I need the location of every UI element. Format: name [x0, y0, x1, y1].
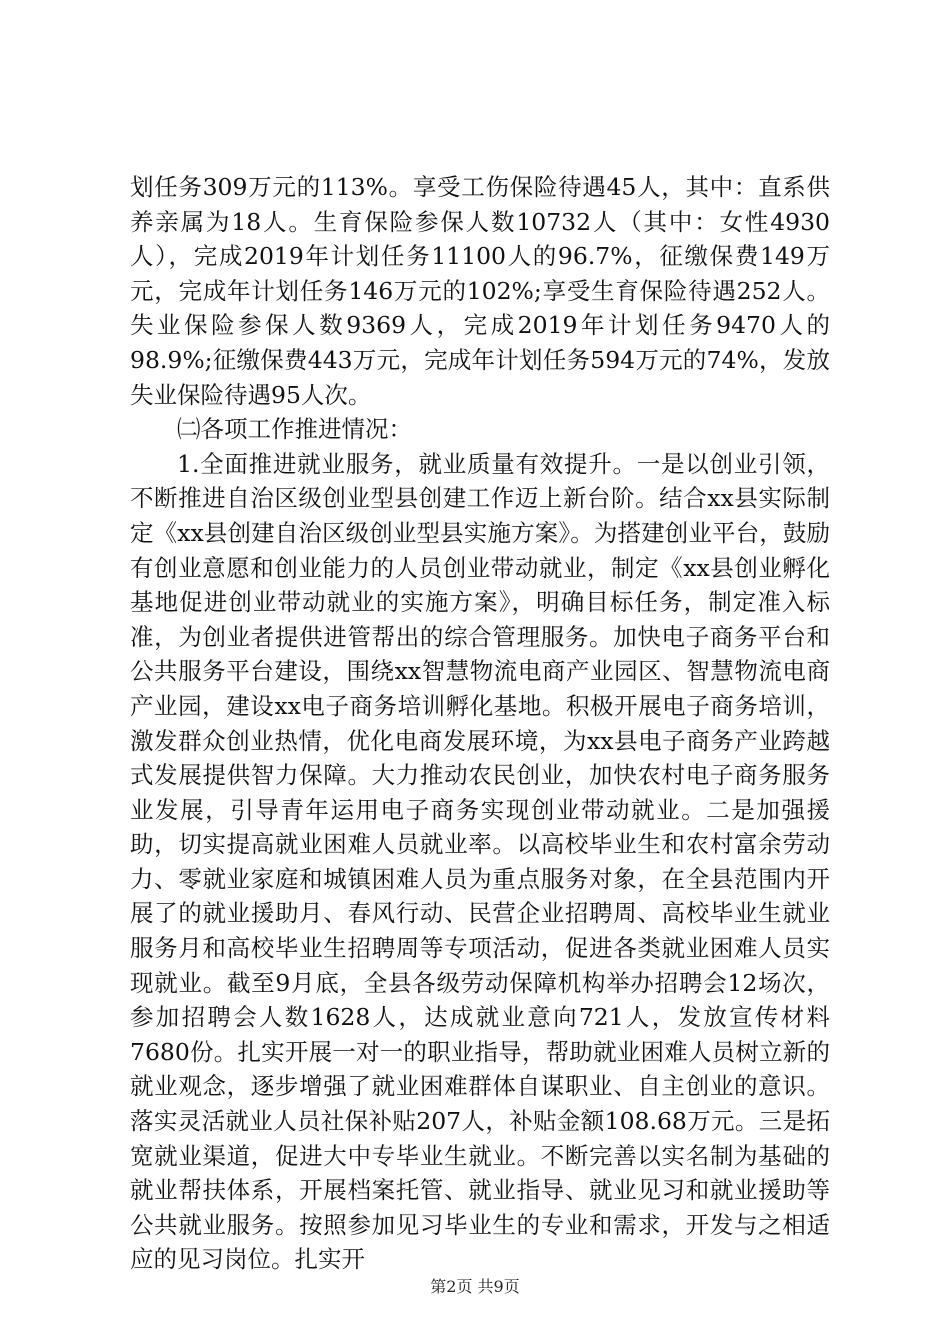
section-heading-work-progress: ㈡各项工作推进情况： — [177, 415, 412, 444]
paragraph-employment-service: 1.全面推进就业服务，就业质量有效提升。一是以创业引领，不断推进自治区级创业型县创建工作迈上新台阶。结合xx县实际制定《xx县创建自治区级创业型县实施方案》。为搭建创业平台，鼓励有创业意愿和创业能力的人员创业带动就业，制定《xx县创业孵化基地促进创业带动就业的实施方案》，明确目标任务，制定准入标准，为创业者提供进管帮出的综合管理服务。加快电子商务平台和公共服务平台建设，围绕xx智慧物流电商产业园区、智慧物流电商产业园，建设xx电子商务培训孵化基地。积极开展电子商务培训，激发群众创业热情，优化电商发展环境，为xx县电子商务产业跨越式发展提供智力保障。大力推动农民创业，加快农村电子商务服务业发展，引导青年运用电子商务实现创业带动就业。二是加强援助，切实提高就业困难人员就业率。以高校毕业生和农村富余劳动力、零就业家庭和城镇困难人员为重点服务对象，在全县范围内开展了的就业援助月、春风行动、民营企业招聘周、高校毕业生就业服务月和高校毕业生招聘周等专项活动，促进各类就业困难人员实现就业。截至9月底，全县各级劳动保障机构举办招聘会12场次，参加招聘会人数1628人，达成就业意向721人，发放宣传材料7680份。扎实开展一对一的职业指导，帮助就业困难人员树立新的就业观念，逐步增强了就业困难群体自谋职业、自主创业的意识。落实灵活就业人员社保补贴207人，补贴金额108.68万元。三是拓宽就业渠道，促进大中专毕业生就业。不断完善以实名制为基础的就业帮扶体系，开展档案托管、就业指导、就业见习和就业援助等公共就业服务。按照参加见习毕业生的专业和需求，开发与之相适应的见习岗位。扎实开 — [130, 449, 830, 1274]
page-number-label: 第2页 共9页 — [430, 1277, 520, 1296]
document-body — [130, 170, 830, 1277]
paragraph-insurance-summary: 划任务309万元的113%。享受工伤保险待遇45人，其中：直系供养亲属为18人。生育保险参保人数10732人（其中：女性4930人），完成2019年计划任务11100人的96.7%，征缴保费149万元，完成年计划任务146万元的102%;享受生育保险待遇252人。失业保险参保人数9369人，完成2019年计划任务9470人的98.9%;征缴保费443万元，完成年计划任务594万元的74%，发放失业保险待遇95人次。 — [130, 173, 830, 409]
page-footer — [0, 1277, 950, 1297]
